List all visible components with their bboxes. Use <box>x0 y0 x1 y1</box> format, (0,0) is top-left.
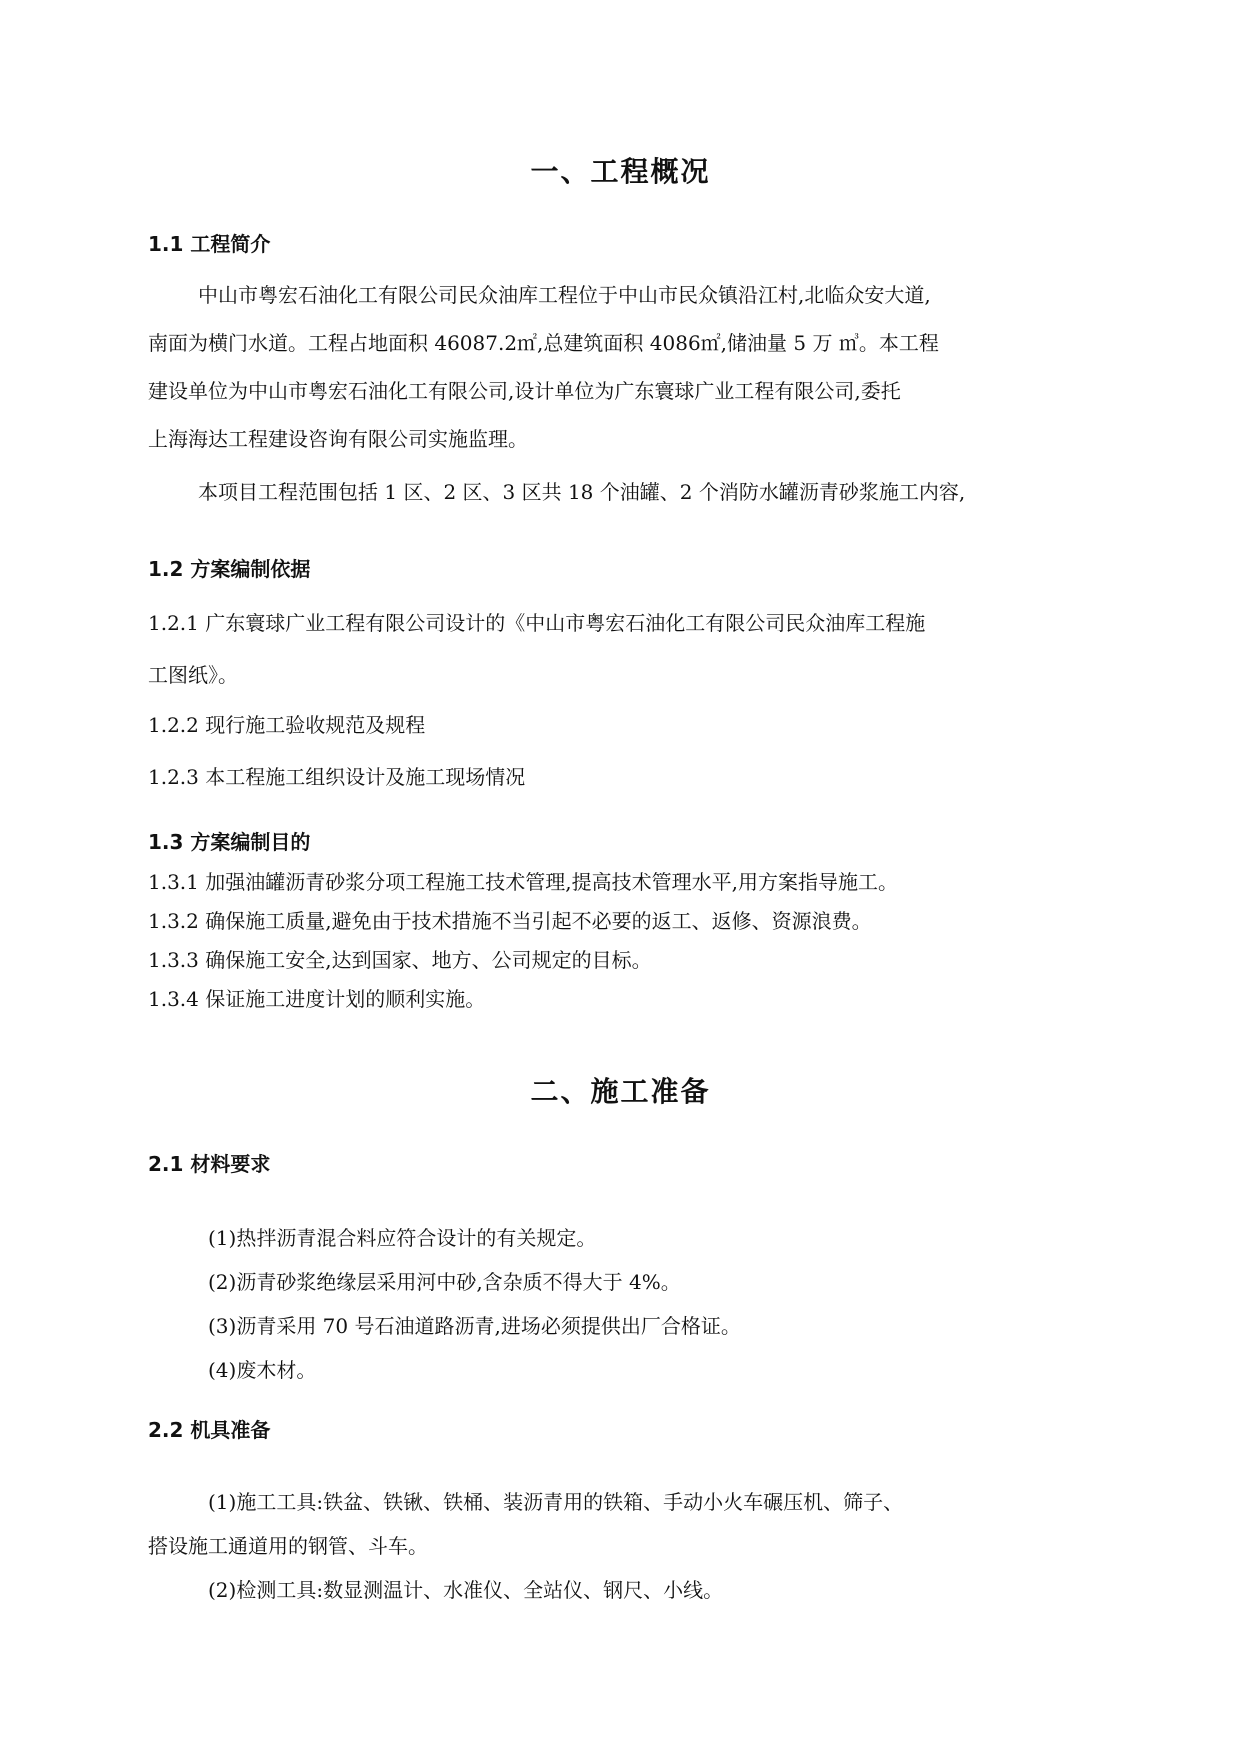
list-item: 1.3.4 保证施工进度计划的顺利实施。 <box>148 987 486 1011</box>
list-item: (3)沥青采用 70 号石油道路沥青,进场必须提供出厂合格证。 <box>208 1314 741 1338</box>
list-item: 1.3.1 加强油罐沥青砂浆分项工程施工技术管理,提高技术管理水平,用方案指导施工。 <box>148 870 898 894</box>
paragraph-line: 上海海达工程建设咨询有限公司实施监理。 <box>148 427 528 451</box>
list-item: (4)废木材。 <box>208 1358 317 1382</box>
section-2-title: 二、施工准备 <box>530 1075 711 1108</box>
list-item: (1)热拌沥青混合料应符合设计的有关规定。 <box>208 1226 597 1250</box>
heading-2-2: 2.2 机具准备 <box>148 1418 271 1442</box>
paragraph-line: 中山市粤宏石油化工有限公司民众油库工程位于中山市民众镇沿江村,北临众安大道, <box>198 283 931 307</box>
list-item: 搭设施工通道用的钢管、斗车。 <box>148 1534 428 1558</box>
heading-1-3: 1.3 方案编制目的 <box>148 830 311 854</box>
list-item: 1.3.3 确保施工安全,达到国家、地方、公司规定的目标。 <box>148 948 652 972</box>
section-1-title: 一、工程概况 <box>530 155 711 188</box>
paragraph-line: 建设单位为中山市粤宏石油化工有限公司,设计单位为广东寰球广业工程有限公司,委托 <box>148 379 901 403</box>
list-item: 1.2.1 广东寰球广业工程有限公司设计的《中山市粤宏石油化工有限公司民众油库工程施 <box>148 611 926 635</box>
heading-1-1: 1.1 工程简介 <box>148 232 271 256</box>
list-item: (2)沥青砂浆绝缘层采用河中砂,含杂质不得大于 4%。 <box>208 1270 681 1294</box>
list-item: 工图纸》。 <box>148 663 238 687</box>
heading-2-1: 2.1 材料要求 <box>148 1152 271 1176</box>
list-item: (1)施工工具:铁盆、铁锹、铁桶、装沥青用的铁箱、手动小火车碾压机、筛子、 <box>208 1490 904 1514</box>
paragraph-line: 本项目工程范围包括 1 区、2 区、3 区共 18 个油罐、2 个消防水罐沥青砂浆施工内容, <box>198 480 966 504</box>
paragraph-line: 南面为横门水道。工程占地面积 46087.2㎡,总建筑面积 4086㎡,储油量 5 万 ㎥。本工程 <box>148 331 939 355</box>
heading-1-2: 1.2 方案编制依据 <box>148 557 311 581</box>
list-item: 1.2.3 本工程施工组织设计及施工现场情况 <box>148 765 526 789</box>
list-item: (2)检测工具:数显测温计、水准仪、全站仪、钢尺、小线。 <box>208 1578 724 1602</box>
list-item: 1.3.2 确保施工质量,避免由于技术措施不当引起不必要的返工、返修、资源浪费。 <box>148 909 872 933</box>
list-item: 1.2.2 现行施工验收规范及规程 <box>148 713 426 737</box>
